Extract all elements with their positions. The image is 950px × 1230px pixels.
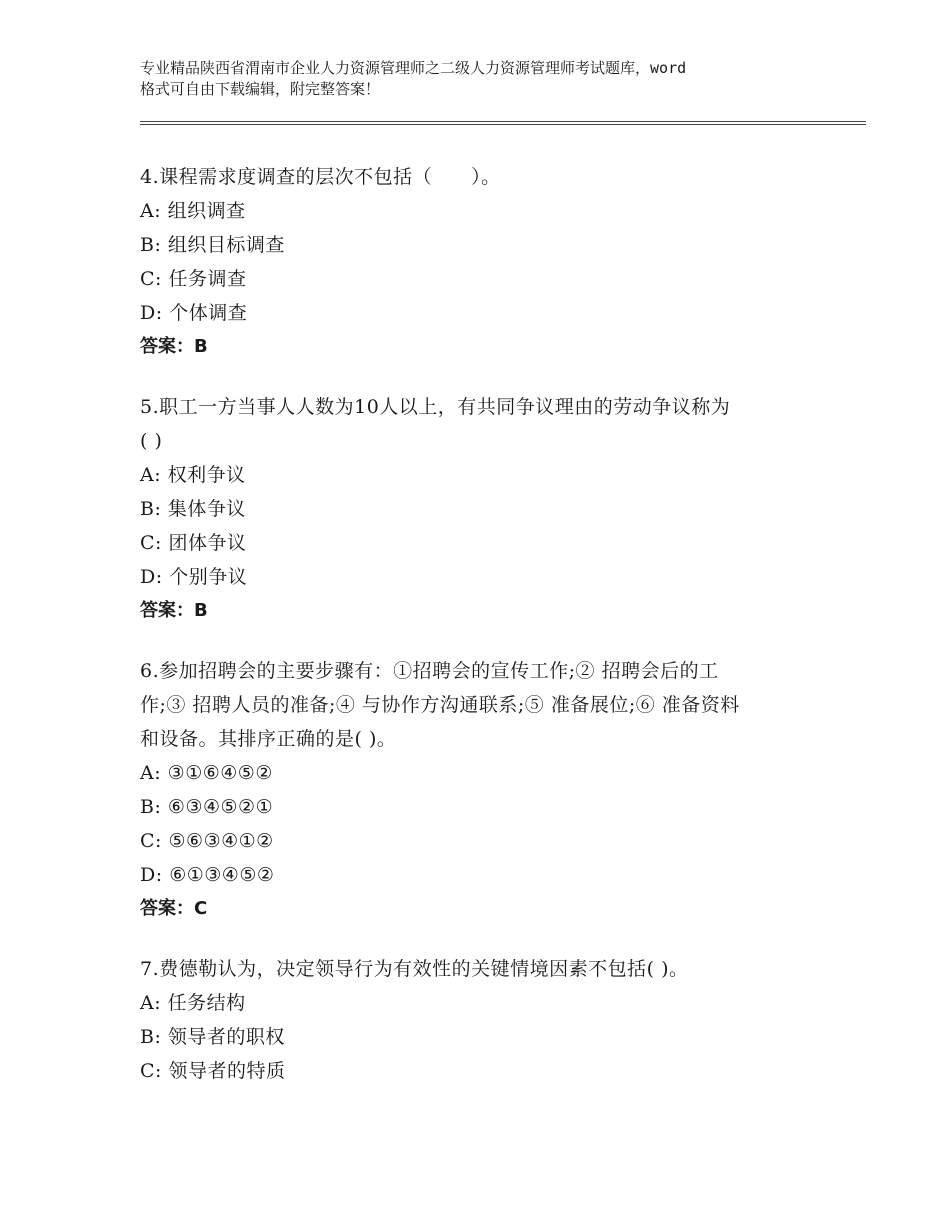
- option-letter: A:: [140, 762, 162, 784]
- answer-label: 答案：: [140, 898, 194, 919]
- question-stem: 4.课程需求度调查的层次不包括（ ）。: [140, 166, 501, 188]
- answer-line: [140, 594, 820, 628]
- option-a: [140, 756, 820, 790]
- option-letter: B:: [140, 234, 162, 256]
- answer-line: [140, 330, 820, 364]
- option-text: ⑥①③④⑤②: [169, 864, 275, 886]
- option-letter: D:: [140, 864, 163, 886]
- option-text: ⑤⑥③④①②: [168, 830, 274, 852]
- header-divider-bottom: [140, 124, 866, 125]
- option-text: 团体争议: [168, 532, 247, 554]
- answer-label: 答案：: [140, 336, 194, 357]
- question-list: [140, 160, 820, 1114]
- question-stem: 7.费德勒认为，决定领导行为有效性的关键情境因素不包括( )。: [140, 958, 689, 980]
- option-a: [140, 458, 820, 492]
- option-text: 个别争议: [169, 566, 248, 588]
- option-letter: C:: [140, 830, 162, 852]
- question-stem-continued: ( ): [140, 430, 163, 452]
- question-7: [140, 952, 820, 1088]
- option-text: ③①⑥④⑤②: [167, 762, 273, 784]
- option-b: [140, 492, 820, 526]
- option-letter: B:: [140, 796, 162, 818]
- answer-value: B: [194, 336, 208, 357]
- option-letter: B:: [140, 498, 162, 520]
- option-c: [140, 262, 820, 296]
- answer-value: B: [194, 600, 208, 621]
- answer-label: 答案：: [140, 600, 194, 621]
- answer-value: C: [194, 898, 208, 919]
- option-letter: C:: [140, 532, 162, 554]
- question-stem-continued: 作;③ 招聘人员的准备;④ 与协作方沟通联系;⑤ 准备展位;⑥ 准备资料: [140, 694, 740, 716]
- question-stem: 6.参加招聘会的主要步骤有：①招聘会的宣传工作;② 招聘会后的工: [140, 660, 719, 682]
- option-c: [140, 1054, 820, 1088]
- option-b: [140, 790, 820, 824]
- option-letter: C:: [140, 1060, 162, 1082]
- option-text: 集体争议: [167, 498, 246, 520]
- question-4: [140, 160, 820, 364]
- option-c: [140, 526, 820, 560]
- option-letter: B:: [140, 1026, 162, 1048]
- document-header: [140, 58, 830, 100]
- option-text: ⑥③④⑤②①: [167, 796, 274, 818]
- option-letter: D:: [140, 566, 163, 588]
- question-5: [140, 390, 820, 628]
- option-d: [140, 560, 820, 594]
- header-line-2: 格式可自由下载编辑，附完整答案！: [140, 80, 381, 98]
- option-text: 任务调查: [168, 268, 247, 290]
- option-c: [140, 824, 820, 858]
- question-stem: 5.职工一方当事人人数为10人以上，有共同争议理由的劳动争议称为: [140, 396, 731, 418]
- option-b: [140, 228, 820, 262]
- question-stem-continued: 和设备。其排序正确的是( )。: [140, 728, 397, 750]
- option-text: 任务结构: [167, 992, 246, 1014]
- answer-line: [140, 892, 820, 926]
- option-letter: A:: [140, 200, 162, 222]
- header-line-1: 专业精品陕西省渭南市企业人力资源管理师之二级人力资源管理师考试题库，word: [140, 59, 687, 77]
- option-d: [140, 858, 820, 892]
- option-text: 组织调查: [167, 200, 246, 222]
- option-letter: C:: [140, 268, 162, 290]
- option-a: [140, 194, 820, 228]
- option-letter: D:: [140, 302, 163, 324]
- question-6: [140, 654, 820, 926]
- option-letter: A:: [140, 464, 162, 486]
- option-text: 组织目标调查: [167, 234, 285, 256]
- option-text: 领导者的特质: [168, 1060, 286, 1082]
- option-text: 权利争议: [167, 464, 246, 486]
- option-text: 个体调查: [169, 302, 248, 324]
- option-b: [140, 1020, 820, 1054]
- header-divider-top: [140, 121, 866, 122]
- option-text: 领导者的职权: [167, 1026, 285, 1048]
- option-letter: A:: [140, 992, 162, 1014]
- option-a: [140, 986, 820, 1020]
- option-d: [140, 296, 820, 330]
